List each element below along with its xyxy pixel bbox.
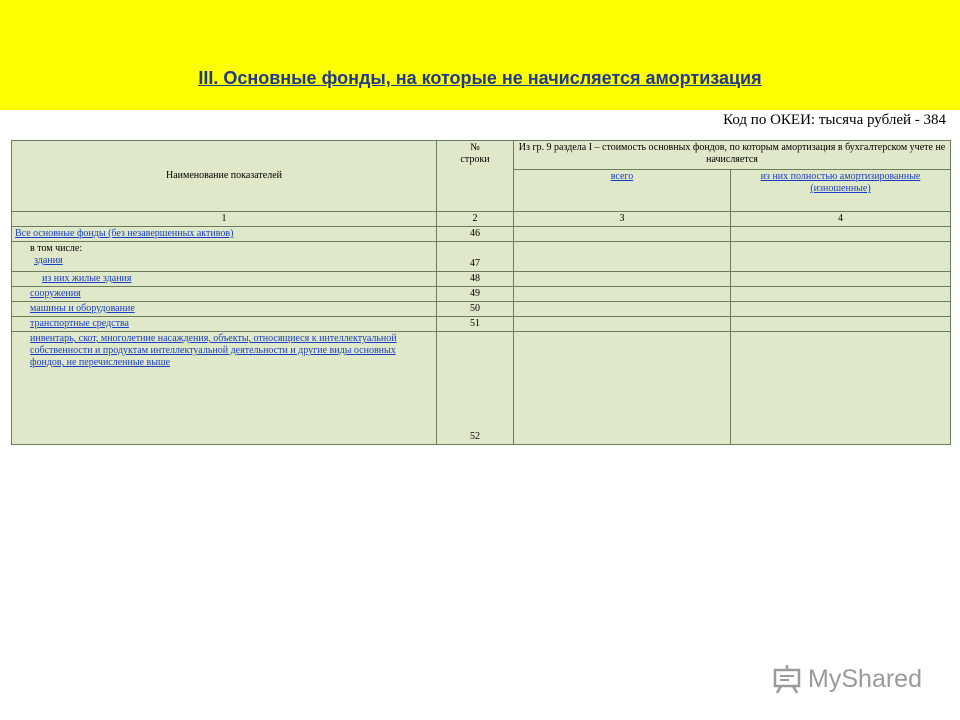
- table-row: [12, 302, 951, 317]
- header-group: Из гр. 9 раздела I – стоимость основных фондов, по которым амортизация в бухгалтерском учете не начисляется: [514, 141, 951, 170]
- column-number: 2: [437, 212, 514, 227]
- row-label-link[interactable]: сооружения: [30, 288, 81, 299]
- value-cell[interactable]: [514, 272, 731, 287]
- column-number: 1: [12, 212, 437, 227]
- row-label-link[interactable]: Все основные фонды (без незавершенных активов): [15, 228, 234, 239]
- table-row: [12, 287, 951, 302]
- watermark-logo: [773, 664, 922, 694]
- row-code: 51: [437, 317, 514, 332]
- row-label-link[interactable]: машины и оборудование: [30, 303, 135, 314]
- header-total-link[interactable]: всего: [610, 171, 634, 182]
- value-cell[interactable]: [731, 287, 951, 302]
- row-prefix: в том числе:: [30, 243, 83, 254]
- value-cell[interactable]: [731, 227, 951, 242]
- table-row: [12, 227, 951, 242]
- table-row: [12, 317, 951, 332]
- value-cell[interactable]: [514, 317, 731, 332]
- row-code: 52: [437, 332, 514, 445]
- fixed-assets-table: [11, 140, 951, 445]
- row-code: 47: [437, 242, 514, 272]
- value-cell[interactable]: [731, 242, 951, 272]
- row-label-link[interactable]: из них жилые здания: [42, 273, 132, 284]
- table-row: [12, 242, 951, 272]
- row-label-link[interactable]: транспортные средства: [30, 318, 129, 329]
- row-label-link[interactable]: здания: [34, 255, 63, 266]
- header-row: [12, 141, 951, 170]
- row-code: 49: [437, 287, 514, 302]
- row-code: 50: [437, 302, 514, 317]
- value-cell[interactable]: [514, 227, 731, 242]
- value-cell[interactable]: [731, 302, 951, 317]
- row-code: 48: [437, 272, 514, 287]
- column-number: 4: [731, 212, 951, 227]
- title-banner: [0, 0, 960, 110]
- value-cell[interactable]: [731, 317, 951, 332]
- page-title: III. Основные фонды, на которые не начисляется амортизация: [198, 68, 762, 88]
- row-code: 46: [437, 227, 514, 242]
- value-cell[interactable]: [731, 272, 951, 287]
- header-row-number: № строки: [437, 141, 514, 212]
- presentation-board-icon: [773, 664, 803, 694]
- row-label-link[interactable]: инвентарь, скот, многолетние насаждения, объекты, относящиеся к интеллектуальной собственности и продуктам интеллектуальной деятельности и другие виды основных фондов, не перечисленные выше: [30, 333, 397, 368]
- value-cell[interactable]: [514, 332, 731, 445]
- value-cell[interactable]: [731, 332, 951, 445]
- value-cell[interactable]: [514, 302, 731, 317]
- header-name: Наименование показателей: [12, 141, 437, 212]
- watermark-text: MyShared: [808, 664, 922, 693]
- column-number-row: [12, 212, 951, 227]
- column-number: 3: [514, 212, 731, 227]
- table-row: [12, 332, 951, 445]
- value-cell[interactable]: [514, 242, 731, 272]
- units-label: Код по ОКЕИ: тысяча рублей - 384: [723, 112, 946, 128]
- value-cell[interactable]: [514, 287, 731, 302]
- header-worn-link[interactable]: из них полностью амортизированные (изношенные): [760, 171, 921, 194]
- table-row: [12, 272, 951, 287]
